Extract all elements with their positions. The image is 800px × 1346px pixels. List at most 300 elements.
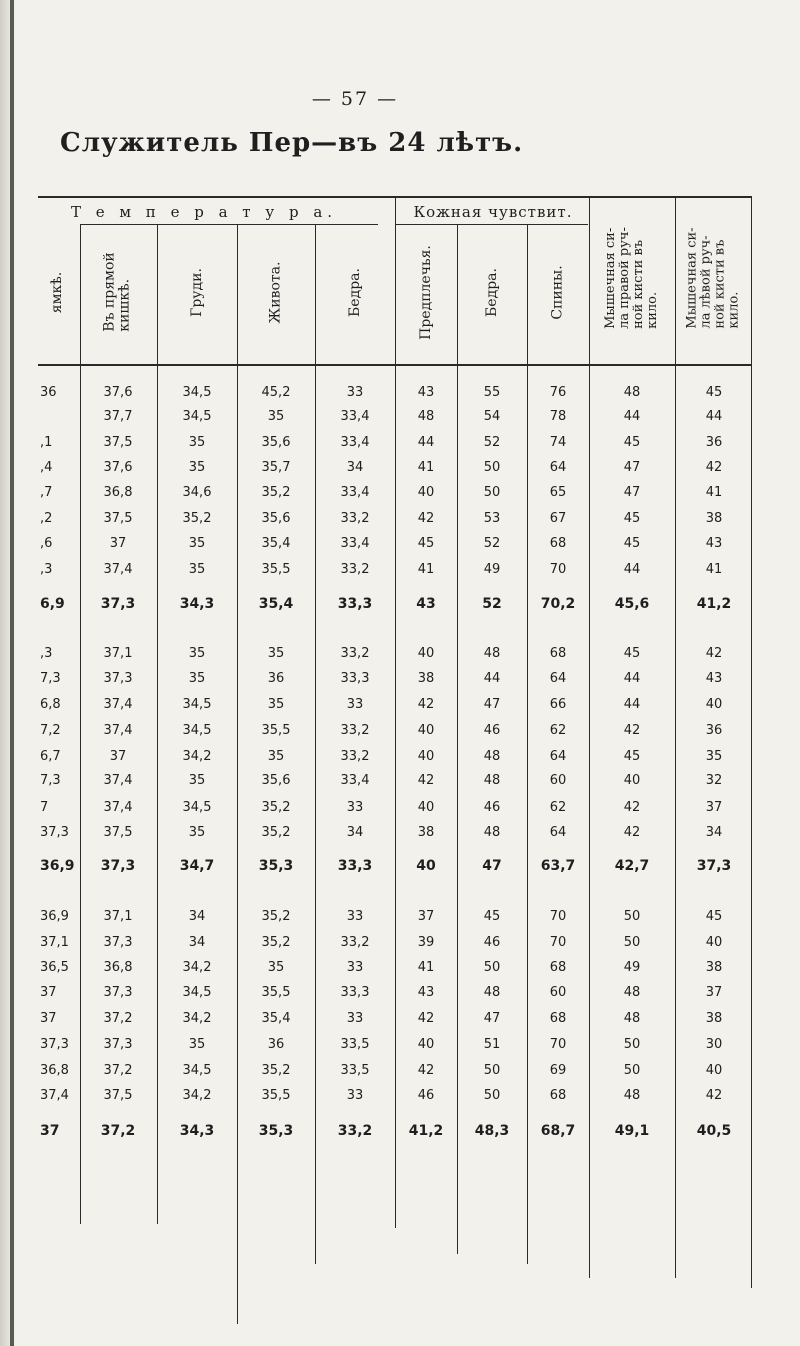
table-cell: 35,2 (261, 800, 291, 815)
table-row (38, 641, 752, 667)
table-cell: 42,7 (614, 858, 650, 874)
table-cell: 41 (417, 460, 435, 475)
table-cell: 52 (482, 596, 502, 612)
table-cell: 42 (417, 1063, 435, 1078)
table-cell: 64 (549, 460, 567, 475)
table-cell: 36 (267, 1037, 285, 1052)
table-cell: 48 (483, 773, 501, 788)
table-cell: 6,8 (40, 697, 61, 712)
skin-group-rule (396, 224, 588, 225)
table-cell: 47 (483, 1011, 501, 1026)
table-cell: 40 (705, 935, 723, 950)
table-cell: 35 (188, 646, 206, 661)
table-cell: 36 (267, 671, 285, 686)
table-cell: 65 (549, 485, 567, 500)
table-cell: 42 (417, 697, 435, 712)
table-row (38, 531, 752, 557)
table-cell: 33,2 (340, 562, 370, 577)
table-cell: 37 (40, 985, 57, 1000)
table-cell: 40,5 (696, 1123, 732, 1139)
table-cell: 37,5 (103, 1088, 133, 1103)
table-cell: 37,2 (100, 1123, 136, 1139)
table-cell: 45 (623, 511, 641, 526)
table-cell: 34,7 (179, 858, 215, 874)
table-cell: 44 (417, 435, 435, 450)
table-cell: 37,4 (103, 723, 133, 738)
table-cell: 53 (483, 511, 501, 526)
table-cell: 48 (483, 749, 501, 764)
table-cell: 7,3 (40, 671, 61, 686)
table-cell: 33,4 (340, 485, 370, 500)
table-cell: 34 (705, 825, 723, 840)
table-cell: 33,3 (340, 985, 370, 1000)
skin-sensitivity-group-heading: Кожная чувствит. (413, 203, 573, 221)
table-cell: 48 (623, 985, 641, 1000)
table-cell: 63,7 (540, 858, 576, 874)
table-cell: 41,2 (696, 596, 732, 612)
column-header-abdomen: Живота. (267, 261, 284, 323)
table-cell: 66 (549, 697, 567, 712)
table-cell: 40 (417, 749, 435, 764)
table-cell: 34,2 (182, 749, 212, 764)
table-cell: 37 (109, 749, 127, 764)
column-header-chest: Груди. (188, 267, 205, 317)
table-row (38, 557, 752, 583)
column-header-rectum: Въ прямой кишкѣ. (102, 252, 134, 332)
table-cell: 45 (623, 536, 641, 551)
table-cell: 37 (109, 536, 127, 551)
column-header-thigh-skin: Бедра. (483, 267, 500, 317)
table-cell: 38 (417, 671, 435, 686)
table-cell: 45 (623, 646, 641, 661)
table-row (38, 795, 752, 821)
table-cell: 35,5 (261, 985, 291, 1000)
table-cell: 68 (549, 960, 567, 975)
table-cell: ,1 (40, 435, 53, 450)
table-cell: ,2 (40, 511, 53, 526)
table-cell: 35 (705, 749, 723, 764)
table-cell: 44 (483, 671, 501, 686)
table-cell: 50 (623, 1063, 641, 1078)
table-cell: 40 (417, 800, 435, 815)
table-row (38, 404, 752, 430)
table-row (38, 692, 752, 718)
table-cell: 33,2 (337, 1123, 373, 1139)
table-cell: 55 (483, 385, 501, 400)
table-cell: 60 (549, 773, 567, 788)
table-cell: 44 (705, 409, 723, 424)
table-cell: 34,2 (182, 1011, 212, 1026)
table-cell: 68 (549, 646, 567, 661)
table-cell: 37,2 (103, 1011, 133, 1026)
table-cell: 37,1 (103, 909, 133, 924)
table-row (38, 955, 752, 981)
column-header-armpit: ямкѣ. (49, 271, 66, 313)
table-cell: 48 (623, 1011, 641, 1026)
table-cell: 48 (483, 825, 501, 840)
table-cell: 42 (417, 1011, 435, 1026)
table-cell: 50 (483, 1088, 501, 1103)
table-cell: 46 (483, 935, 501, 950)
table-cell: 36,5 (40, 960, 69, 975)
table-cell: 34,2 (182, 960, 212, 975)
table-cell: 37,3 (103, 935, 133, 950)
table-cell: 6,7 (40, 749, 61, 764)
table-cell: 35,7 (261, 460, 291, 475)
table-cell: 35,3 (258, 1123, 294, 1139)
table-cell: 35,5 (261, 723, 291, 738)
table-cell: 33 (346, 697, 364, 712)
table-row (38, 718, 752, 744)
table-cell: 45,6 (614, 596, 650, 612)
table-cell: 62 (549, 723, 567, 738)
table-cell: 42 (623, 723, 641, 738)
table-cell: 34,5 (182, 697, 212, 712)
table-cell: 36,9 (40, 909, 69, 924)
table-cell: 34,5 (182, 985, 212, 1000)
table-cell: 48 (623, 1088, 641, 1103)
table-cell: 34,5 (182, 409, 212, 424)
table-cell: 46 (417, 1088, 435, 1103)
table-row (38, 1058, 752, 1084)
table-cell: 35 (188, 562, 206, 577)
table-row (38, 1006, 752, 1032)
table-cell: 37,3 (696, 858, 732, 874)
table-cell: 40 (417, 646, 435, 661)
column-header-left-hand-strength: Мышечная си- ла лѣвой руч- ной кисти въ кило. (685, 227, 742, 329)
table-cell: 68 (549, 1088, 567, 1103)
table-cell: 41 (705, 485, 723, 500)
table-cell: 37,4 (103, 562, 133, 577)
table-cell: 50 (483, 460, 501, 475)
table-cell: 44 (623, 409, 641, 424)
table-cell: 35,4 (261, 1011, 291, 1026)
table-cell: 45,2 (261, 385, 291, 400)
table-cell: 37,2 (103, 1063, 133, 1078)
table-cell: 33 (346, 800, 364, 815)
table-cell: 35 (188, 773, 206, 788)
table-cell: 76 (549, 385, 567, 400)
table-cell: 45 (623, 435, 641, 450)
table-row (38, 930, 752, 956)
table-cell: 34 (346, 460, 364, 475)
column-header-thigh-temp: Бедра. (346, 267, 363, 317)
column-header-back: Спины. (549, 264, 566, 320)
table-cell: 34,5 (182, 800, 212, 815)
table-cell: ,6 (40, 536, 53, 551)
table-cell: 34,3 (179, 596, 215, 612)
table-cell: 37,3 (103, 671, 133, 686)
table-cell: 41 (705, 562, 723, 577)
table-cell: ,7 (40, 485, 53, 500)
table-cell: 37,6 (103, 385, 133, 400)
table-cell: 48 (417, 409, 435, 424)
table-row (38, 1032, 752, 1058)
table-cell: 30 (705, 1037, 723, 1052)
table-cell: 70 (549, 909, 567, 924)
table-cell: 41 (417, 960, 435, 975)
table-cell: 37,4 (40, 1088, 69, 1103)
table-cell: 33 (346, 385, 364, 400)
table-cell: 52 (483, 435, 501, 450)
temperature-group-rule (80, 224, 378, 225)
table-cell: 35 (188, 671, 206, 686)
table-cell: 70 (549, 562, 567, 577)
table-cell: 45 (705, 385, 723, 400)
table-cell: 36 (705, 435, 723, 450)
table-cell: 7,2 (40, 723, 61, 738)
table-cell: 35,2 (261, 909, 291, 924)
page-number: — 57 — (311, 88, 399, 110)
table-cell: 33 (346, 1088, 364, 1103)
table-cell: 35,5 (261, 1088, 291, 1103)
table-cell: 51 (483, 1037, 501, 1052)
table-row (38, 380, 752, 406)
table-cell: 49 (483, 562, 501, 577)
table-summary-row (38, 591, 752, 617)
page-title: Служитель Пер—въ 24 лѣтъ. (60, 128, 524, 158)
table-cell: 70,2 (540, 596, 576, 612)
table-cell: 44 (623, 697, 641, 712)
table-cell: 40 (623, 773, 641, 788)
table-cell: 48 (623, 385, 641, 400)
table-cell: 35 (188, 536, 206, 551)
table-summary-row (38, 853, 752, 879)
table-cell: 48 (483, 985, 501, 1000)
table-cell: 68 (549, 1011, 567, 1026)
table-cell: 33 (346, 909, 364, 924)
table-cell: 33,4 (340, 409, 370, 424)
table-cell: 50 (623, 1037, 641, 1052)
table-cell: 37,5 (103, 511, 133, 526)
table-cell: 74 (549, 435, 567, 450)
table-summary-row (38, 1118, 752, 1144)
table-cell: 37 (705, 800, 723, 815)
table-cell: 35 (188, 460, 206, 475)
column-header-right-hand-strength: Мышечная си- ла правой руч- ной кисти въ кило. (603, 227, 660, 329)
table-cell: 33,4 (340, 435, 370, 450)
book-spine-edge (10, 0, 14, 1346)
table-cell: 37,3 (100, 858, 136, 874)
table-cell: 33,4 (340, 536, 370, 551)
table-cell: 44 (623, 671, 641, 686)
temperature-group-heading: Т е м п е р а т у р а. (70, 203, 338, 221)
table-cell: 37,3 (103, 1037, 133, 1052)
table-cell: 60 (549, 985, 567, 1000)
table-cell: 35,2 (182, 511, 212, 526)
table-cell: 48,3 (474, 1123, 510, 1139)
table-cell: 37,3 (40, 1037, 69, 1052)
table-cell: 35 (267, 697, 285, 712)
table-cell: 47 (482, 858, 502, 874)
table-cell: 35,4 (258, 596, 294, 612)
table-cell: 43 (705, 671, 723, 686)
table-cell: 37 (705, 985, 723, 1000)
table-cell: 64 (549, 825, 567, 840)
table-cell: 33,3 (337, 596, 373, 612)
table-cell: 34,6 (182, 485, 212, 500)
table-cell: 41 (417, 562, 435, 577)
table-cell: 43 (417, 385, 435, 400)
table-cell: 35 (267, 409, 285, 424)
table-cell: 36,8 (40, 1063, 69, 1078)
table-cell: 37,3 (103, 985, 133, 1000)
table-cell: 50 (623, 935, 641, 950)
table-row (38, 430, 752, 456)
table-cell: 70 (549, 935, 567, 950)
table-cell: 33,2 (340, 723, 370, 738)
table-cell: 33,5 (340, 1037, 370, 1052)
table-cell: 37,3 (100, 596, 136, 612)
table-cell: 45 (705, 909, 723, 924)
table-cell: 36,8 (103, 485, 133, 500)
table-cell: 33,5 (340, 1063, 370, 1078)
table-cell: 42 (417, 511, 435, 526)
table-cell: 54 (483, 409, 501, 424)
table-cell: 34 (188, 935, 206, 950)
table-cell: 37,7 (103, 409, 133, 424)
table-cell: 47 (623, 485, 641, 500)
table-cell: 32 (705, 773, 723, 788)
table-cell: 69 (549, 1063, 567, 1078)
table-row (38, 506, 752, 532)
table-cell: 35 (188, 825, 206, 840)
table-cell: 33,4 (340, 773, 370, 788)
table-cell: 44 (623, 562, 641, 577)
table-cell: 46 (483, 800, 501, 815)
table-row (38, 455, 752, 481)
table-cell: 42 (705, 460, 723, 475)
table-cell: 38 (417, 825, 435, 840)
table-cell: 40 (705, 1063, 723, 1078)
table-cell: 37,6 (103, 460, 133, 475)
table-cell: 42 (623, 825, 641, 840)
table-cell: 46 (483, 723, 501, 738)
table-cell: 41,2 (408, 1123, 444, 1139)
table-cell: 42 (417, 773, 435, 788)
table-cell: 35 (188, 1037, 206, 1052)
table-cell: 49,1 (614, 1123, 650, 1139)
table-cell: 38 (705, 511, 723, 526)
table-cell: 7 (40, 800, 49, 815)
table-cell: 50 (483, 1063, 501, 1078)
table-cell: 48 (483, 646, 501, 661)
table-cell: 50 (483, 485, 501, 500)
table-cell: 35,6 (261, 773, 291, 788)
table-cell: 37,4 (103, 773, 133, 788)
table-cell: 42 (705, 646, 723, 661)
table-cell: 40 (417, 485, 435, 500)
table-cell: 33,3 (340, 671, 370, 686)
table-row (38, 480, 752, 506)
table-cell: 37,5 (103, 825, 133, 840)
table-cell: 35 (267, 749, 285, 764)
table-cell: 36 (705, 723, 723, 738)
table-cell: 33 (346, 960, 364, 975)
table-cell: 34,3 (179, 1123, 215, 1139)
table-cell: 67 (549, 511, 567, 526)
table-row (38, 768, 752, 794)
table-cell: 64 (549, 749, 567, 764)
table-cell: 38 (705, 1011, 723, 1026)
table-cell: 34,2 (182, 1088, 212, 1103)
table-cell: 35,2 (261, 1063, 291, 1078)
table-cell: 70 (549, 1037, 567, 1052)
table-cell: 33,2 (340, 749, 370, 764)
table-cell: 43 (416, 596, 436, 612)
table-cell: 37,1 (40, 935, 69, 950)
table-cell: 33 (346, 1011, 364, 1026)
table-cell: 35,4 (261, 536, 291, 551)
table-cell: 35,2 (261, 935, 291, 950)
table-cell: 50 (623, 909, 641, 924)
table-row (38, 820, 752, 846)
table-row (38, 744, 752, 770)
table-cell: ,4 (40, 460, 53, 475)
table-cell: 7,3 (40, 773, 61, 788)
table-cell: 36 (40, 385, 57, 400)
table-cell: 35,2 (261, 485, 291, 500)
table-cell: 34 (188, 909, 206, 924)
column-header-forearm: Предплечья. (417, 244, 434, 340)
table-cell: 33,2 (340, 935, 370, 950)
table-cell: 64 (549, 671, 567, 686)
table-cell: 34,5 (182, 385, 212, 400)
table-cell: 78 (549, 409, 567, 424)
table-cell: 6,9 (40, 596, 65, 612)
table-cell: 35,5 (261, 562, 291, 577)
table-cell: 34,5 (182, 723, 212, 738)
table-cell: 49 (623, 960, 641, 975)
table-cell: 50 (483, 960, 501, 975)
table-cell: 47 (623, 460, 641, 475)
table-cell: 42 (623, 800, 641, 815)
table-cell: 47 (483, 697, 501, 712)
table-cell: 52 (483, 536, 501, 551)
table-cell: 45 (483, 909, 501, 924)
table-row (38, 980, 752, 1006)
table-cell: ,3 (40, 646, 53, 661)
table-cell: 33,2 (340, 646, 370, 661)
table-cell: 33,3 (337, 858, 373, 874)
table-cell (38, 404, 80, 430)
table-cell: 34,5 (182, 1063, 212, 1078)
table-cell: 37 (40, 1123, 60, 1139)
table-cell: 45 (417, 536, 435, 551)
table-cell: 37,5 (103, 435, 133, 450)
table-cell: 36,9 (40, 858, 75, 874)
table-cell: 40 (417, 723, 435, 738)
table-cell: 45 (623, 749, 641, 764)
table-cell: 37,4 (103, 697, 133, 712)
table-cell: 36,8 (103, 960, 133, 975)
table-cell: 35 (188, 435, 206, 450)
table-cell: 68,7 (540, 1123, 576, 1139)
table-cell: 35 (267, 960, 285, 975)
table-cell: 43 (417, 985, 435, 1000)
table-row (38, 904, 752, 930)
table-cell: 34 (346, 825, 364, 840)
table-cell: 62 (549, 800, 567, 815)
table-cell: 40 (705, 697, 723, 712)
table-cell: 35,6 (261, 435, 291, 450)
table-row (38, 666, 752, 692)
table-cell: 37 (417, 909, 435, 924)
table-cell: 37 (40, 1011, 57, 1026)
table-cell: 39 (417, 935, 435, 950)
table-cell: 35,2 (261, 825, 291, 840)
table-cell: 40 (416, 858, 436, 874)
